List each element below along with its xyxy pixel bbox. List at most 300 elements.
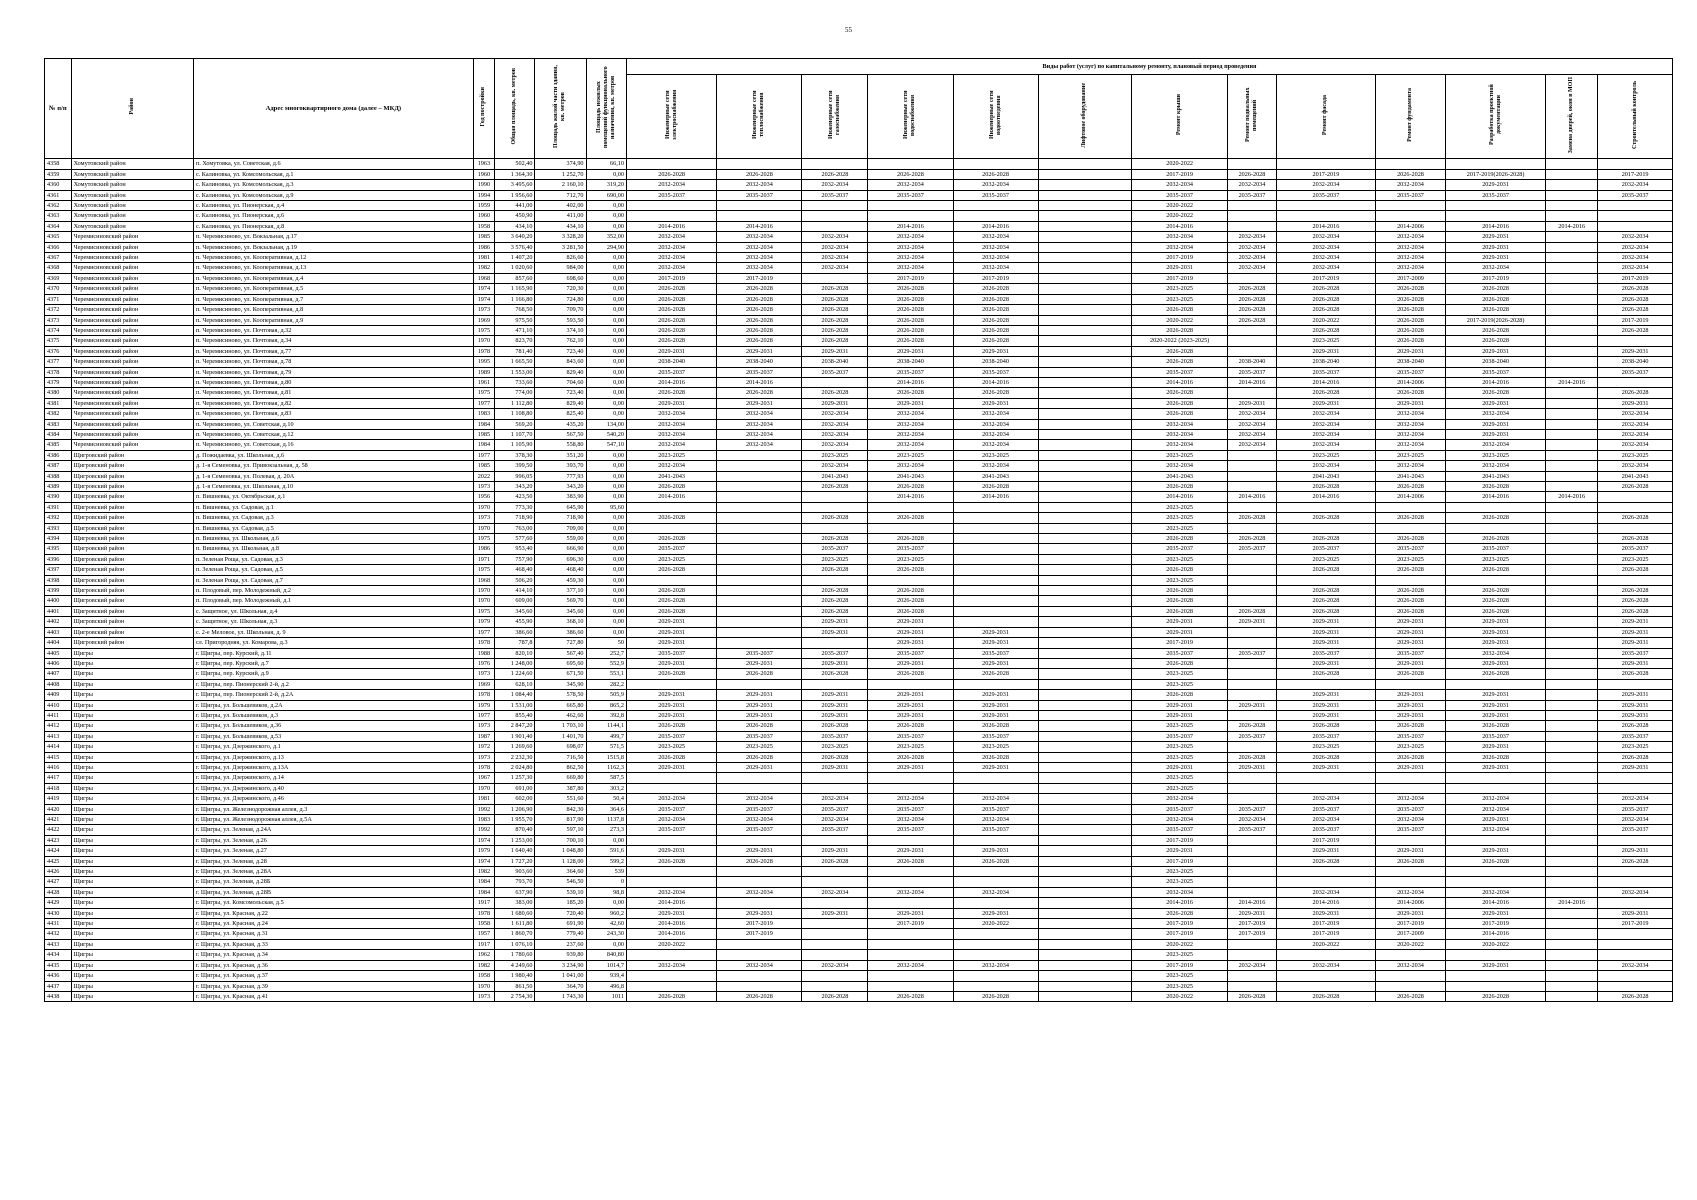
table-row: [45, 960, 1673, 970]
table-cell: 2032-2034: [802, 419, 868, 429]
table-cell: [953, 523, 1038, 533]
table-cell: [1038, 482, 1132, 492]
table-cell: 1 224,60: [495, 669, 535, 679]
table-cell: [802, 877, 868, 887]
table-cell: 2029-2031: [1375, 710, 1445, 720]
table-cell: [1546, 794, 1598, 804]
table-cell: 4389: [45, 482, 72, 492]
table-cell: [1546, 731, 1598, 741]
table-cell: [1038, 294, 1132, 304]
table-cell: 2032-2034: [717, 440, 802, 450]
table-cell: г. Щигры, ул. Красная, д.41: [193, 991, 473, 1001]
table-cell: 2029-2031: [1598, 762, 1673, 772]
table-cell: д. 1-я Семеновка, ул. Привокзальная, д. 58: [193, 461, 473, 471]
table-cell: [717, 638, 802, 648]
table-cell: 2032-2034: [1446, 887, 1546, 897]
table-cell: 4424: [45, 846, 72, 856]
table-cell: 2026-2028: [626, 752, 716, 762]
table-cell: 1 108,80: [495, 409, 535, 419]
col-header-work-8: Ремонт фасада: [1276, 75, 1375, 159]
table-cell: 2026-2028: [868, 169, 953, 179]
table-cell: [802, 679, 868, 689]
table-cell: 2026-2028: [1598, 388, 1673, 398]
table-cell: [1228, 856, 1277, 866]
table-cell: с. Калиновка, ул. Пионерская, д.8: [193, 221, 473, 231]
table-cell: 1977: [473, 627, 494, 637]
table-cell: 2032-2034: [953, 887, 1038, 897]
table-cell: [1546, 804, 1598, 814]
table-cell: 2026-2028: [717, 284, 802, 294]
table-cell: [717, 482, 802, 492]
table-cell: с. Защитное, ул. Школьная, д.3: [193, 617, 473, 627]
table-cell: 1970: [473, 586, 494, 596]
table-cell: 2029-2031: [1276, 658, 1375, 668]
table-cell: 345,60: [535, 606, 586, 616]
table-cell: Щигры: [71, 846, 193, 856]
table-cell: [868, 575, 953, 585]
table-cell: 2032-2034: [802, 794, 868, 804]
table-cell: [717, 939, 802, 949]
table-cell: 2029-2031: [868, 617, 953, 627]
table-cell: 2032-2034: [1228, 263, 1277, 273]
table-cell: 4426: [45, 867, 72, 877]
table-cell: 2023-2025: [1132, 867, 1228, 877]
table-cell: [1038, 617, 1132, 627]
table-cell: [1546, 690, 1598, 700]
table-cell: 2026-2028: [1446, 294, 1546, 304]
table-cell: [1228, 565, 1277, 575]
table-cell: [1598, 221, 1673, 231]
table-cell: 2032-2034: [1276, 409, 1375, 419]
table-cell: 3 281,50: [535, 242, 586, 252]
table-cell: 2029-2031: [1446, 627, 1546, 637]
table-cell: 2023-2025: [1598, 742, 1673, 752]
table-cell: 698,60: [535, 273, 586, 283]
table-cell: 2035-2037: [717, 825, 802, 835]
table-row: [45, 253, 1673, 263]
table-cell: [1038, 700, 1132, 710]
table-cell: п. Зеленая Роща, ул. Садовая, д.5: [193, 565, 473, 575]
table-cell: 569,20: [495, 419, 535, 429]
table-cell: [1228, 502, 1277, 512]
table-cell: 870,40: [495, 825, 535, 835]
table-cell: 506,20: [495, 575, 535, 585]
table-cell: 2026-2028: [868, 534, 953, 544]
table-cell: г. Щигры, ул. Красная, д.22: [193, 908, 473, 918]
table-cell: Щигры: [71, 971, 193, 981]
table-cell: 960,2: [586, 908, 626, 918]
table-cell: [1038, 939, 1132, 949]
table-cell: 0,00: [586, 284, 626, 294]
col-header-nonres-area: Площадь нежилых помещений функционального назначения, кв. метров: [586, 59, 626, 159]
table-cell: 374,90: [535, 159, 586, 169]
table-cell: 2032-2034: [953, 180, 1038, 190]
table-cell: [1038, 273, 1132, 283]
table-cell: 294,90: [586, 242, 626, 252]
table-cell: 4384: [45, 429, 72, 439]
table-cell: 1 020,60: [495, 263, 535, 273]
table-cell: 0,00: [586, 388, 626, 398]
table-cell: 2038-2040: [1446, 357, 1546, 367]
table-cell: Щигровский район: [71, 523, 193, 533]
table-cell: 2026-2028: [626, 325, 716, 335]
table-cell: 4428: [45, 887, 72, 897]
table-cell: 2038-2040: [868, 357, 953, 367]
table-cell: [626, 201, 716, 211]
table-cell: 2014-2016: [1276, 898, 1375, 908]
table-cell: 2029-2031: [953, 638, 1038, 648]
table-cell: 345,60: [495, 606, 535, 616]
table-cell: 2029-2031: [868, 658, 953, 668]
table-cell: п. Черемисиново, ул. Кооперативная, д.7: [193, 294, 473, 304]
col-header-work-10: Разработка проектной документации: [1446, 75, 1546, 159]
table-cell: 2029-2031: [1446, 180, 1546, 190]
table-cell: [1228, 877, 1277, 887]
table-row: [45, 825, 1673, 835]
table-cell: 2026-2028: [802, 388, 868, 398]
table-cell: 2032-2034: [1228, 419, 1277, 429]
table-cell: 4407: [45, 669, 72, 679]
table-cell: 2026-2028: [1446, 991, 1546, 1001]
table-row: [45, 221, 1673, 231]
table-cell: 1956: [473, 492, 494, 502]
table-cell: [717, 950, 802, 960]
table-cell: 2032-2034: [953, 440, 1038, 450]
table-cell: 4415: [45, 752, 72, 762]
table-cell: 4363: [45, 211, 72, 221]
table-cell: 2026-2028: [1446, 325, 1546, 335]
table-cell: 2026-2028: [626, 596, 716, 606]
table-cell: 1995: [473, 357, 494, 367]
table-cell: [1228, 575, 1277, 585]
table-cell: 2017-2019: [953, 273, 1038, 283]
table-cell: 669,80: [535, 773, 586, 783]
table-cell: 2023-2025: [1132, 721, 1228, 731]
table-cell: 0,00: [586, 315, 626, 325]
table-cell: [1038, 606, 1132, 616]
table-cell: [1546, 669, 1598, 679]
table-cell: 733,60: [495, 377, 535, 387]
table-cell: 553,1: [586, 669, 626, 679]
table-cell: Щигровский район: [71, 450, 193, 460]
table-cell: 2041-2043: [1375, 471, 1445, 481]
table-cell: 2032-2034: [1228, 232, 1277, 242]
table-row: [45, 492, 1673, 502]
table-cell: 2032-2034: [626, 960, 716, 970]
table-cell: 1 407,20: [495, 253, 535, 263]
table-cell: п. Черемисиново, ул. Почтовая, д.78: [193, 357, 473, 367]
table-cell: [1038, 221, 1132, 231]
table-cell: 2035-2037: [626, 648, 716, 658]
table-cell: 303,2: [586, 783, 626, 793]
table-cell: 2035-2037: [1276, 804, 1375, 814]
table-cell: [1228, 596, 1277, 606]
table-cell: 2038-2040: [1598, 357, 1673, 367]
table-cell: 4409: [45, 690, 72, 700]
table-cell: 4370: [45, 284, 72, 294]
table-row: [45, 981, 1673, 991]
table-cell: 4397: [45, 565, 72, 575]
table-cell: 2026-2028: [1446, 669, 1546, 679]
table-cell: 2032-2034: [868, 440, 953, 450]
table-cell: 0,00: [586, 169, 626, 179]
table-cell: 2035-2037: [1598, 544, 1673, 554]
table-cell: 2026-2028: [1228, 315, 1277, 325]
table-cell: [953, 211, 1038, 221]
table-row: [45, 762, 1673, 772]
table-cell: 0,00: [586, 221, 626, 231]
table-cell: [717, 201, 802, 211]
table-cell: 2035-2037: [1228, 544, 1277, 554]
table-cell: п. Хомутовка, ул. Советская, д.6: [193, 159, 473, 169]
table-cell: [717, 565, 802, 575]
table-cell: 2023-2025: [1446, 450, 1546, 460]
table-cell: 2026-2028: [626, 336, 716, 346]
table-cell: 2026-2028: [1446, 284, 1546, 294]
table-cell: 2032-2034: [1598, 409, 1673, 419]
works-group-header: Виды работ (услуг) по капитальному ремонту, плановый период проведения: [626, 59, 1672, 75]
table-cell: 2032-2034: [1228, 815, 1277, 825]
table-cell: 1975: [473, 325, 494, 335]
table-cell: 2032-2034: [626, 887, 716, 897]
table-cell: 2029-2031: [1446, 398, 1546, 408]
table-cell: 2029-2031: [802, 658, 868, 668]
table-cell: Щигровский район: [71, 596, 193, 606]
table-cell: Черемисиновский район: [71, 253, 193, 263]
table-cell: 773,30: [495, 502, 535, 512]
table-cell: г. Щигры, ул. Зеленая, д.28В: [193, 887, 473, 897]
table-cell: 2026-2028: [1446, 534, 1546, 544]
table-cell: 781,40: [495, 346, 535, 356]
table-cell: 691,90: [535, 919, 586, 929]
table-cell: 2017-2019: [1276, 919, 1375, 929]
table-cell: Хомутовский район: [71, 190, 193, 200]
table-cell: 2026-2028: [868, 482, 953, 492]
table-cell: [1276, 783, 1375, 793]
table-row: [45, 617, 1673, 627]
table-cell: 2026-2028: [1276, 991, 1375, 1001]
table-cell: [802, 159, 868, 169]
table-cell: 2029-2031: [1375, 690, 1445, 700]
table-cell: 2032-2034: [1375, 887, 1445, 897]
table-cell: Щигры: [71, 887, 193, 897]
table-row: [45, 710, 1673, 720]
table-cell: 2032-2034: [1228, 440, 1277, 450]
table-cell: 2026-2028: [1276, 388, 1375, 398]
table-cell: 602,00: [495, 794, 535, 804]
table-cell: 2029-2031: [868, 346, 953, 356]
table-cell: Щигры: [71, 939, 193, 949]
table-cell: 1985: [473, 461, 494, 471]
table-cell: 2026-2028: [1375, 513, 1445, 523]
table-cell: 2032-2034: [1228, 960, 1277, 970]
table-cell: 2026-2028: [802, 565, 868, 575]
table-cell: [1598, 950, 1673, 960]
table-cell: [1598, 877, 1673, 887]
table-cell: 2032-2034: [1598, 794, 1673, 804]
table-cell: [1546, 867, 1598, 877]
table-cell: 2032-2034: [868, 263, 953, 273]
table-cell: 696,30: [535, 554, 586, 564]
table-cell: 2020-2022: [1375, 939, 1445, 949]
table-cell: [1546, 981, 1598, 991]
table-cell: 2032-2034: [717, 263, 802, 273]
table-cell: 2014-2016: [1546, 898, 1598, 908]
table-cell: г. Щигры, ул. Дзержинского, д.1: [193, 742, 473, 752]
table-cell: 2026-2028: [953, 856, 1038, 866]
table-cell: 793,70: [495, 877, 535, 887]
table-cell: 2032-2034: [1132, 429, 1228, 439]
table-cell: 1 107,70: [495, 429, 535, 439]
table-cell: [1038, 783, 1132, 793]
table-cell: 2032-2034: [717, 960, 802, 970]
table-row: [45, 482, 1673, 492]
table-row: [45, 388, 1673, 398]
table-cell: 1994: [473, 190, 494, 200]
table-cell: 364,6: [586, 804, 626, 814]
table-cell: [953, 554, 1038, 564]
table-cell: 2026-2028: [1228, 284, 1277, 294]
table-cell: 2029-2031: [1276, 846, 1375, 856]
table-cell: 4390: [45, 492, 72, 502]
table-cell: 2035-2037: [1132, 367, 1228, 377]
table-cell: 2035-2037: [717, 731, 802, 741]
table-row: [45, 169, 1673, 179]
table-cell: [1546, 617, 1598, 627]
table-cell: 939,80: [535, 950, 586, 960]
table-cell: 2026-2028: [1132, 357, 1228, 367]
table-cell: 2026-2028: [1598, 513, 1673, 523]
table-cell: Щигры: [71, 794, 193, 804]
table-cell: [717, 627, 802, 637]
table-cell: 2023-2025: [1132, 981, 1228, 991]
table-cell: [1038, 565, 1132, 575]
table-cell: 2035-2037: [868, 731, 953, 741]
table-cell: 2032-2034: [1446, 409, 1546, 419]
table-cell: 2032-2034: [1276, 232, 1375, 242]
table-cell: [1598, 377, 1673, 387]
table-cell: 66,10: [586, 159, 626, 169]
table-cell: [1228, 669, 1277, 679]
table-cell: 2032-2034: [1598, 253, 1673, 263]
table-cell: [1598, 783, 1673, 793]
table-cell: [1228, 388, 1277, 398]
table-cell: 2029-2031: [1276, 710, 1375, 720]
table-cell: 134,00: [586, 419, 626, 429]
table-cell: п. Вишневка, ул. Садовая, д.5: [193, 523, 473, 533]
table-cell: 2026-2028: [1446, 586, 1546, 596]
table-cell: 237,60: [535, 939, 586, 949]
table-cell: Черемисиновский район: [71, 336, 193, 346]
table-cell: [1038, 471, 1132, 481]
table-cell: 2026-2028: [802, 336, 868, 346]
table-cell: 2014-2016: [953, 377, 1038, 387]
table-cell: [1038, 648, 1132, 658]
table-cell: п. Черемисиново, ул. Кооперативная, д.8: [193, 305, 473, 315]
table-cell: 2038-2040: [1276, 357, 1375, 367]
table-cell: 2029-2031: [802, 346, 868, 356]
table-cell: 42,60: [586, 919, 626, 929]
table-cell: 2032-2034: [626, 242, 716, 252]
table-cell: [868, 950, 953, 960]
table-cell: 2032-2034: [717, 815, 802, 825]
table-cell: [717, 773, 802, 783]
table-cell: 2032-2034: [1598, 242, 1673, 252]
table-cell: 2026-2028: [802, 294, 868, 304]
table-cell: 2038-2040: [953, 357, 1038, 367]
table-cell: 2026-2028: [1276, 534, 1375, 544]
table-cell: 2026-2028: [868, 606, 953, 616]
table-cell: 2032-2034: [868, 180, 953, 190]
table-cell: [1038, 201, 1132, 211]
table-cell: 2032-2034: [1598, 440, 1673, 450]
table-cell: 98,8: [586, 887, 626, 897]
table-cell: [953, 981, 1038, 991]
table-row: [45, 794, 1673, 804]
table-row: [45, 586, 1673, 596]
table-cell: Хомутовский район: [71, 180, 193, 190]
table-cell: [1038, 721, 1132, 731]
table-cell: [717, 981, 802, 991]
table-cell: 2026-2028: [953, 388, 1038, 398]
table-cell: [1276, 159, 1375, 169]
table-cell: [1546, 627, 1598, 637]
table-row: [45, 284, 1673, 294]
table-row: [45, 367, 1673, 377]
table-cell: 2026-2028: [1228, 752, 1277, 762]
table-cell: 2026-2028: [1375, 606, 1445, 616]
table-cell: 2035-2037: [717, 190, 802, 200]
table-cell: [1038, 169, 1132, 179]
table-cell: п. Вишневка, ул. Садовая, д.1: [193, 502, 473, 512]
table-cell: 0,00: [586, 471, 626, 481]
table-cell: 4413: [45, 731, 72, 741]
table-cell: 273,3: [586, 825, 626, 835]
table-cell: 2035-2037: [1375, 367, 1445, 377]
table-cell: 0,00: [586, 523, 626, 533]
table-cell: 2026-2028: [1598, 565, 1673, 575]
table-cell: [868, 159, 953, 169]
table-cell: [626, 679, 716, 689]
table-cell: 2032-2034: [1276, 960, 1375, 970]
table-cell: Черемисиновский район: [71, 294, 193, 304]
table-cell: 1960: [473, 169, 494, 179]
table-cell: [802, 377, 868, 387]
table-cell: 368,10: [535, 617, 586, 627]
table-cell: [802, 835, 868, 845]
table-cell: [1228, 325, 1277, 335]
table-cell: [1228, 211, 1277, 221]
table-cell: г. Щигры, ул. Красная, д.37: [193, 971, 473, 981]
table-cell: [717, 835, 802, 845]
table-cell: 2029-2031: [953, 658, 1038, 668]
table-cell: 2017-2019: [1228, 929, 1277, 939]
page-number: 55: [845, 26, 852, 34]
table-cell: п. Черемисиново, ул. Кооперативная, д.9: [193, 315, 473, 325]
table-cell: Щигровский район: [71, 586, 193, 596]
table-cell: 2029-2031: [1598, 346, 1673, 356]
table-cell: 2035-2037: [1228, 367, 1277, 377]
table-cell: 2032-2034: [1228, 409, 1277, 419]
table-cell: 2029-2031: [802, 627, 868, 637]
table-cell: 1987: [473, 731, 494, 741]
table-cell: 2023-2025: [1598, 450, 1673, 460]
table-row: [45, 669, 1673, 679]
table-cell: г. Щигры, ул. Большевиков, д.53: [193, 731, 473, 741]
table-cell: [1375, 783, 1445, 793]
table-cell: г. Щигры, ул. Большевиков, д.36: [193, 721, 473, 731]
table-cell: 2014-2016: [1546, 492, 1598, 502]
